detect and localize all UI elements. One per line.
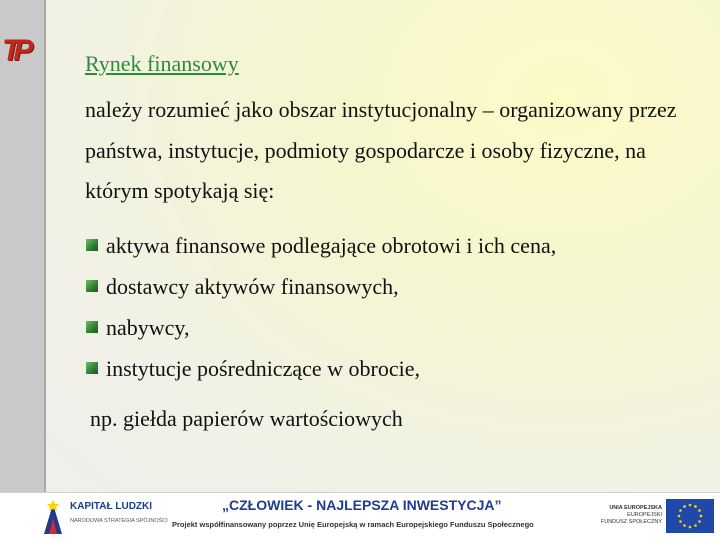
example-text: np. giełda papierów wartościowych <box>90 406 403 431</box>
bullet-text: nabywcy, <box>106 315 190 340</box>
eu-star-icon <box>683 505 686 508</box>
eu-label-line: FUNDUSZ SPOŁECZNY <box>600 519 662 525</box>
bullet-text: aktywa finansowe podlegające obrotowi i ich cena, <box>106 233 557 258</box>
slogan: „CZŁOWIEK - NAJLEPSZA INWESTYCJA” <box>222 497 502 513</box>
eu-star-icon <box>698 509 701 512</box>
eu-flag-icon <box>666 499 714 533</box>
bullet-text: dostawcy aktywów finansowych, <box>106 274 399 299</box>
left-side-bar <box>0 0 46 492</box>
bullet-square-icon <box>86 239 98 251</box>
bullet-square-icon <box>86 280 98 292</box>
eu-star-icon <box>700 515 703 518</box>
kapital-ludzki-title: KAPITAŁ LUDZKI <box>70 501 153 512</box>
eu-star-icon <box>694 505 697 508</box>
list-item <box>86 311 556 352</box>
kapital-ludzki-logo-icon <box>40 498 66 534</box>
bullet-text: instytucje pośredniczące w obrocie, <box>106 356 420 381</box>
eu-label-line: UNIA EUROPEJSKA <box>609 505 662 511</box>
bullet-square-icon <box>86 362 98 374</box>
eu-star-icon <box>679 509 682 512</box>
eu-star-icon <box>698 520 701 523</box>
eu-label <box>598 505 662 526</box>
kapital-ludzki-subtitle: NARODOWA STRATEGIA SPÓJNOŚCI <box>70 518 168 524</box>
bullet-list <box>86 229 556 393</box>
list-item <box>86 352 556 393</box>
eu-star-icon <box>694 524 697 527</box>
eu-star-icon <box>689 504 692 507</box>
eu-star-icon <box>689 526 692 529</box>
list-item <box>86 270 556 311</box>
eu-star-icon <box>679 520 682 523</box>
eu-star-icon <box>678 515 681 518</box>
tp-logo: TP <box>2 34 27 67</box>
project-note: Projekt współfinansowany poprzez Unię Europejską w ramach Europejskiego Funduszu Społecznego <box>172 520 534 529</box>
eu-star-icon <box>683 524 686 527</box>
list-item <box>86 229 556 270</box>
slide-intro: należy rozumieć jako obszar instytucjonalny – organizowany przez państwa, instytucje, podmioty gospodarcze i osoby fizyczne, na którym spotykają się: <box>85 97 677 203</box>
bullet-square-icon <box>86 321 98 333</box>
footer-banner <box>0 492 720 541</box>
slide-title: Rynek finansowy <box>85 51 239 76</box>
eu-label-line: EUROPEJSKI <box>627 512 662 518</box>
